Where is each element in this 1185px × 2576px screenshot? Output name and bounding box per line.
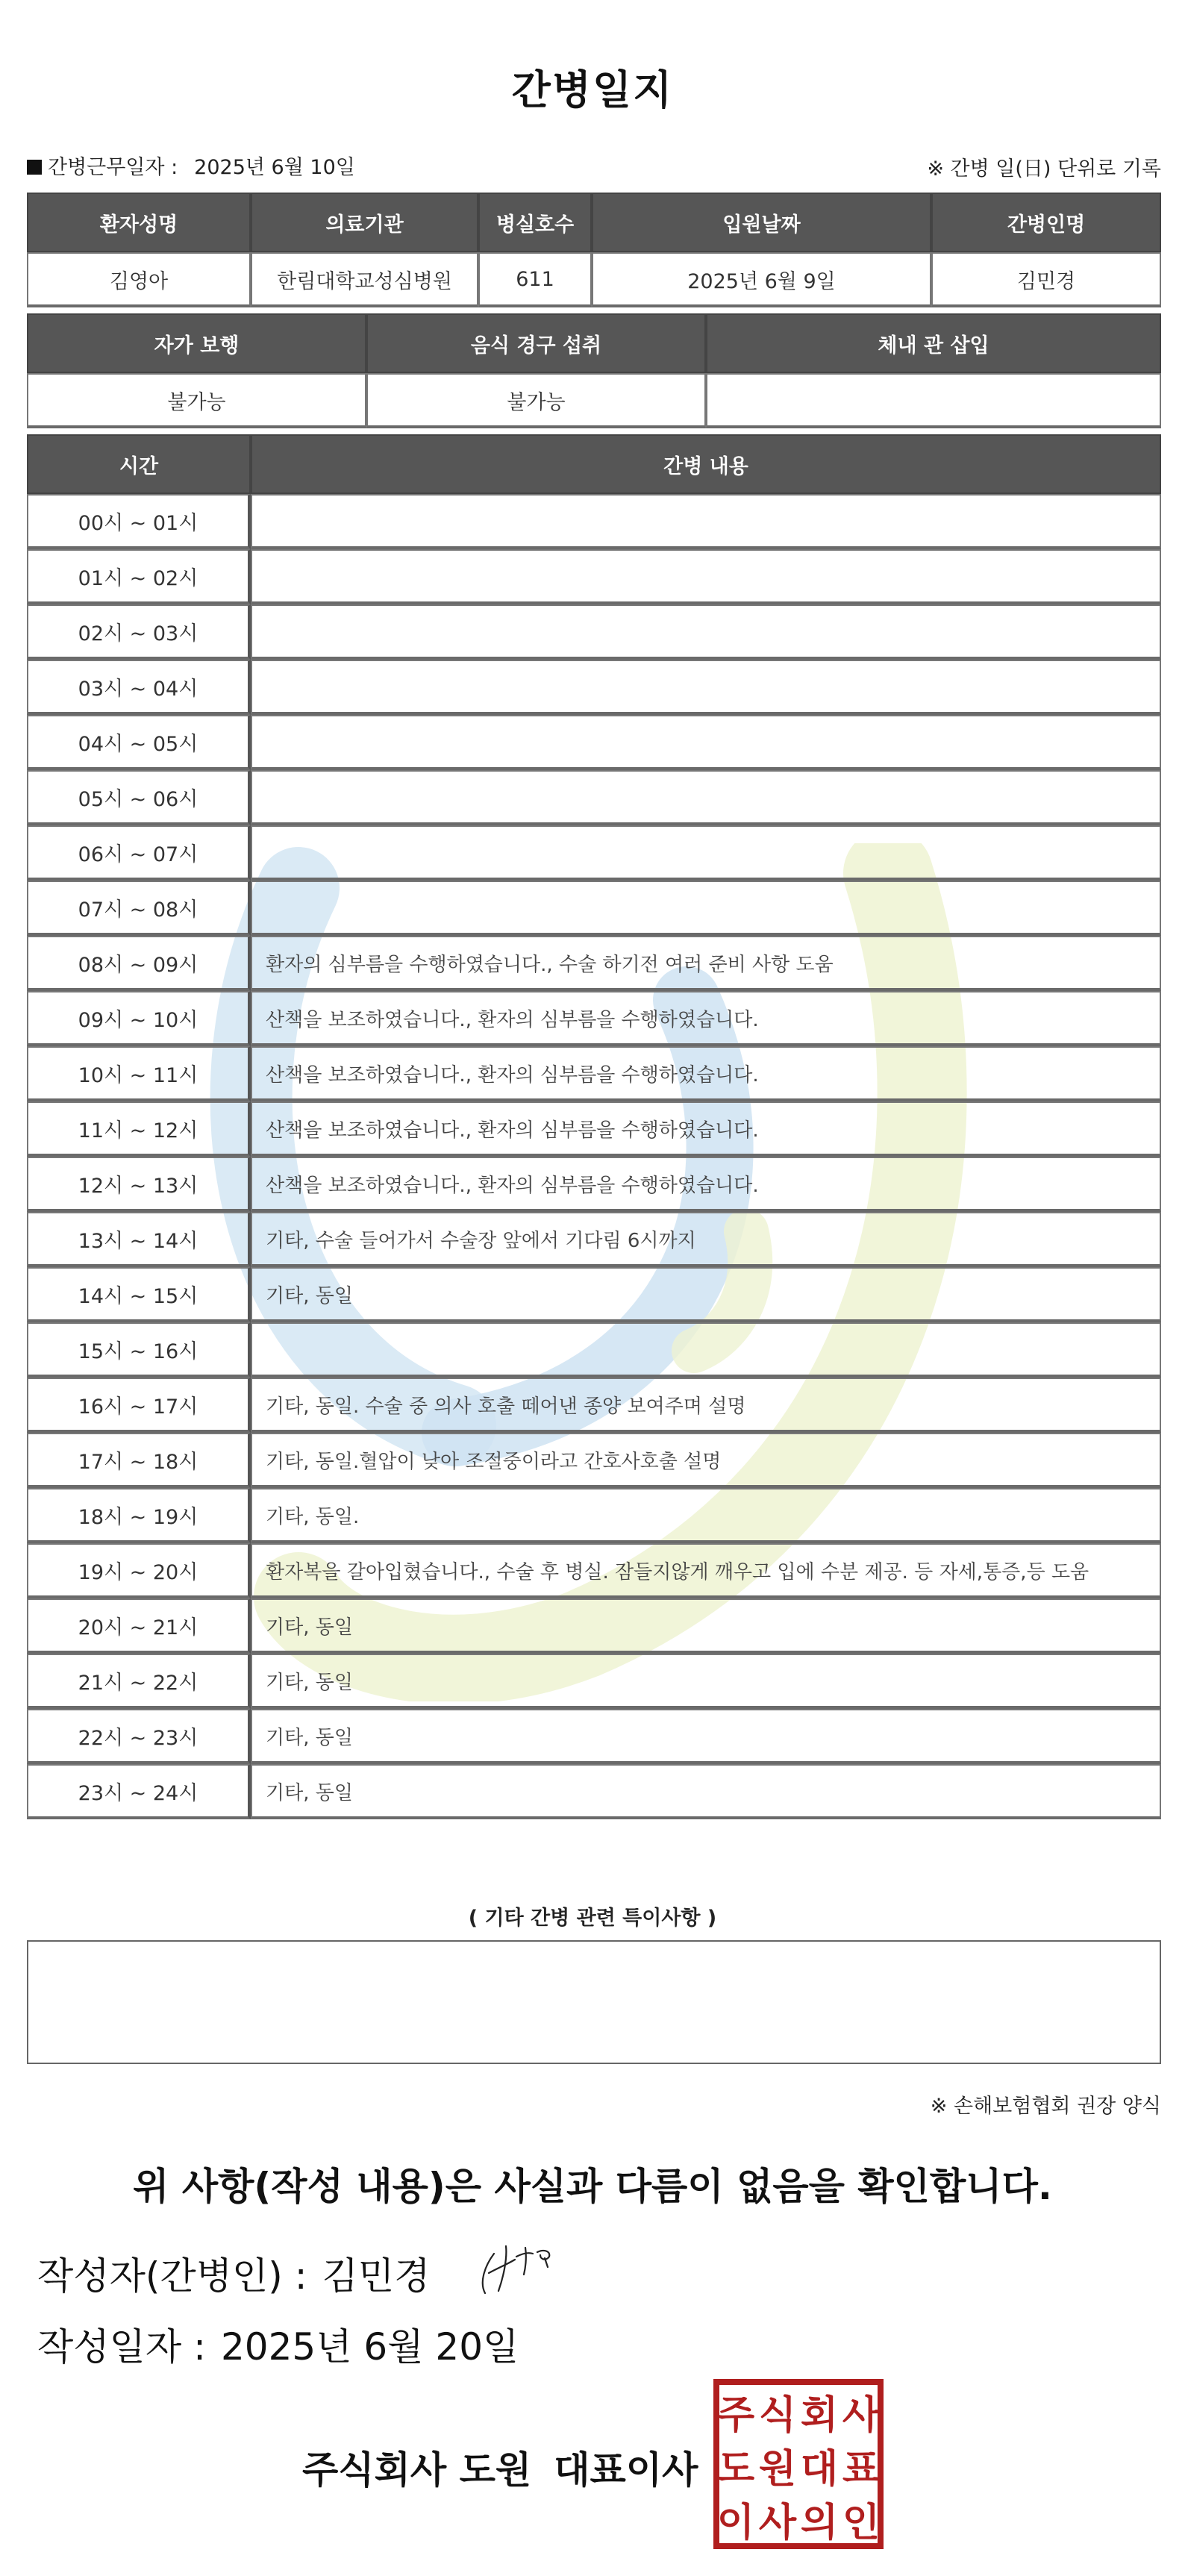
writer-name: 김민경 [322, 2254, 431, 2298]
care-log-content [251, 770, 1161, 825]
care-log-time: 11시 ~ 12시 [27, 1101, 251, 1157]
seal-character: 인 [842, 2501, 881, 2545]
seal-character: 의 [800, 2501, 839, 2545]
care-log-row [27, 1488, 1161, 1543]
writer-label: 작성자(간병인) : [37, 2254, 307, 2298]
care-log-content [251, 881, 1161, 936]
care-log-content: 기타, 동일. 수술 중 의사 호출 떼어낸 종양 보여주며 설명 [251, 1378, 1161, 1433]
patient-name: 김영아 [27, 252, 251, 307]
care-log-content: 기타, 동일.혈압이 낮아 조절중이라고 간호사호출 설명 [251, 1433, 1161, 1488]
unit-note: ※ 간병 일(日) 단위로 기록 [927, 157, 1161, 181]
care-log-content: 기타, 동일 [251, 1709, 1161, 1764]
care-log-time: 20시 ~ 21시 [27, 1598, 251, 1654]
care-log-time: 06시 ~ 07시 [27, 825, 251, 881]
care-log-time: 10시 ~ 11시 [27, 1046, 251, 1101]
care-log-table [27, 434, 1161, 1819]
square-bullet-icon [27, 160, 42, 175]
remarks-box [27, 1940, 1161, 2064]
care-log-row [27, 1433, 1161, 1488]
patient-info-table [27, 193, 1161, 307]
care-log-row [27, 660, 1161, 715]
company-representative: 대표이사 [554, 2448, 698, 2492]
header-admission-date: 입원날짜 [592, 193, 931, 252]
header-caregiver-name: 간병인명 [931, 193, 1161, 252]
care-log-row [27, 549, 1161, 604]
care-log-row [27, 770, 1161, 825]
care-log-time: 13시 ~ 14시 [27, 1212, 251, 1267]
care-log-time: 16시 ~ 17시 [27, 1378, 251, 1433]
ability-value-row [27, 373, 1161, 428]
care-log-row [27, 604, 1161, 660]
care-log-time: 08시 ~ 09시 [27, 936, 251, 991]
care-log-content: 기타, 동일 [251, 1267, 1161, 1322]
care-log-time: 22시 ~ 23시 [27, 1709, 251, 1764]
care-log-row [27, 1101, 1161, 1157]
care-log-row [27, 1764, 1161, 1819]
document-title: 간병일지 [511, 66, 674, 113]
header-room-number: 병실호수 [478, 193, 592, 252]
care-log-content: 기타, 동일. [251, 1488, 1161, 1543]
header-time: 시간 [27, 434, 251, 494]
written-date-value: 2025년 6월 20일 [220, 2325, 519, 2369]
care-log-content [251, 604, 1161, 660]
care-log-content: 산책을 보조하였습니다., 환자의 심부름을 수행하였습니다. [251, 1101, 1161, 1157]
care-log-time: 01시 ~ 02시 [27, 549, 251, 604]
seal-character: 원 [758, 2447, 797, 2492]
seal-character: 이 [716, 2501, 755, 2545]
hospital-name: 한림대학교성심병원 [251, 252, 478, 307]
header-self-walking: 자가 보행 [27, 313, 366, 373]
seal-character: 사 [842, 2393, 881, 2438]
care-log-content: 기타, 동일 [251, 1598, 1161, 1654]
care-log-row [27, 825, 1161, 881]
seal-character: 도 [716, 2447, 755, 2492]
care-log-row [27, 1378, 1161, 1433]
care-log-time: 14시 ~ 15시 [27, 1267, 251, 1322]
care-log-time: 05시 ~ 06시 [27, 770, 251, 825]
patient-value-row [27, 252, 1161, 307]
patient-header-row [27, 193, 1161, 252]
care-log-row [27, 1598, 1161, 1654]
company-name: 주식회사 도원 [302, 2448, 532, 2492]
care-log-time: 17시 ~ 18시 [27, 1433, 251, 1488]
meta-row [27, 148, 1161, 181]
care-log-row [27, 1046, 1161, 1101]
caregiver-name: 김민경 [931, 252, 1161, 307]
care-log-content [251, 549, 1161, 604]
seal-character: 사 [758, 2501, 797, 2545]
care-log-content [251, 660, 1161, 715]
care-log-content: 산책을 보조하였습니다., 환자의 심부름을 수행하였습니다. [251, 1046, 1161, 1101]
handwritten-signature [463, 2237, 575, 2304]
written-date-line [37, 2317, 519, 2371]
company-line [302, 2440, 698, 2494]
header-patient-name: 환자성명 [27, 193, 251, 252]
care-log-row [27, 1654, 1161, 1709]
oral-intake-value: 불가능 [366, 373, 706, 428]
seal-character: 주 [716, 2393, 755, 2438]
header-care-content: 간병 내용 [251, 434, 1161, 494]
seal-character: 표 [842, 2447, 881, 2492]
patient-ability-table [27, 313, 1161, 428]
care-log-header-row [27, 434, 1161, 494]
care-log-content: 기타, 동일 [251, 1654, 1161, 1709]
care-log-content [251, 825, 1161, 881]
care-log-time: 18시 ~ 19시 [27, 1488, 251, 1543]
tube-insertion-value [706, 373, 1161, 428]
written-date-label: 작성일자 : [37, 2325, 206, 2369]
care-log-row [27, 494, 1161, 549]
care-log-row [27, 881, 1161, 936]
care-log-row [27, 1267, 1161, 1322]
header-oral-intake: 음식 경구 섭취 [366, 313, 706, 373]
care-log-content: 환자의 심부름을 수행하였습니다., 수술 하기전 여러 준비 사항 도움 [251, 936, 1161, 991]
care-log-row [27, 715, 1161, 770]
writer-line [37, 2246, 430, 2300]
care-log-row [27, 1157, 1161, 1212]
admission-date: 2025년 6월 9일 [592, 252, 931, 307]
care-log-time: 12시 ~ 13시 [27, 1157, 251, 1212]
care-log-time: 15시 ~ 16시 [27, 1322, 251, 1378]
care-log-content: 기타, 수술 들어가서 수술장 앞에서 기다림 6시까지 [251, 1212, 1161, 1267]
header-hospital: 의료기관 [251, 193, 478, 252]
remarks-title: ( 기타 간병 관련 특이사항 ) [468, 1907, 717, 1930]
confirmation-statement: 위 사항(작성 내용)은 사실과 다름이 없음을 확인합니다. [133, 2165, 1052, 2208]
work-date [27, 151, 355, 180]
care-log-row [27, 936, 1161, 991]
seal-character: 회 [800, 2393, 839, 2438]
recommend-note: ※ 손해보험협회 권장 양식 [930, 2095, 1161, 2118]
care-log-content [251, 1322, 1161, 1378]
room-number: 611 [478, 252, 592, 307]
care-log-time: 23시 ~ 24시 [27, 1764, 251, 1819]
care-log-row [27, 991, 1161, 1046]
care-log-content: 환자복을 갈아입혔습니다., 수술 후 병실. 잠들지않게 깨우고 입에 수분 제공. 등 자세,통증,등 도움 [251, 1543, 1161, 1598]
care-log-content [251, 715, 1161, 770]
work-date-label: 간병근무일자 : [48, 156, 178, 179]
header-tube-insertion: 체내 관 삽입 [706, 313, 1161, 373]
care-log-time: 21시 ~ 22시 [27, 1654, 251, 1709]
care-log-time: 00시 ~ 01시 [27, 494, 251, 549]
care-log-time: 03시 ~ 04시 [27, 660, 251, 715]
care-log-content: 기타, 동일 [251, 1764, 1161, 1819]
seal-character: 식 [758, 2393, 797, 2438]
care-log-content [251, 494, 1161, 549]
company-seal-stamp [713, 2379, 884, 2549]
work-date-value: 2025년 6월 10일 [194, 156, 355, 179]
care-log-body [27, 494, 1161, 1819]
care-log-row [27, 1709, 1161, 1764]
care-log-time: 09시 ~ 10시 [27, 991, 251, 1046]
care-log-time: 07시 ~ 08시 [27, 881, 251, 936]
care-log-time: 02시 ~ 03시 [27, 604, 251, 660]
care-log-row [27, 1322, 1161, 1378]
ability-header-row [27, 313, 1161, 373]
care-log-row [27, 1212, 1161, 1267]
care-log-content: 산책을 보조하였습니다., 환자의 심부름을 수행하였습니다. [251, 991, 1161, 1046]
seal-character: 대 [800, 2447, 839, 2492]
care-log-row [27, 1543, 1161, 1598]
care-log-time: 04시 ~ 05시 [27, 715, 251, 770]
care-log-content: 산책을 보조하였습니다., 환자의 심부름을 수행하였습니다. [251, 1157, 1161, 1212]
self-walking-value: 불가능 [27, 373, 366, 428]
care-log-time: 19시 ~ 20시 [27, 1543, 251, 1598]
